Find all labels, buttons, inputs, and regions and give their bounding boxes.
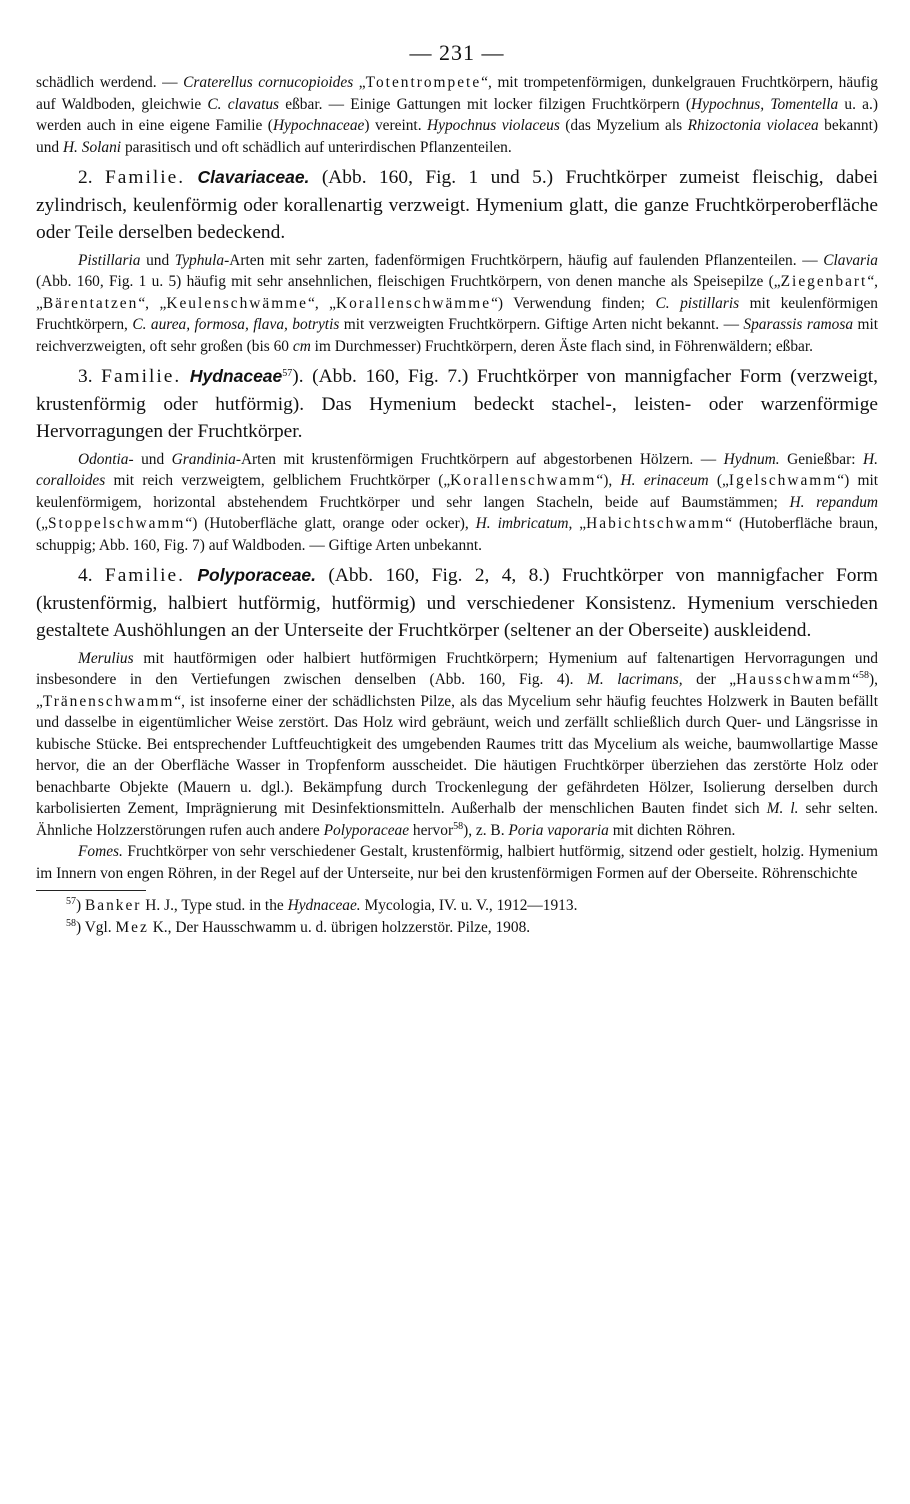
paragraph-hydnum: Odontia- und Grandinia-Arten mit krustenförmigen Fruchtkörpern auf abgestorbenen Hölzern. — Hydnum. Genießbar: H. coralloides mit reich verzweigtem, gelblichem Fruchtkörper („Korallenschwamm“), H. erinaceum („Igelschwamm“) mit keulenförmigem, horizontal abstehendem Fruchtkörper und sehr langen Stacheln, beide auf Baumstämmen; H. repandum („Stoppelschwamm“) (Hutoberfläche glatt, orange oder ocker), H. imbricatum, „Habichtschwamm“ (Hutoberfläche braun, schuppig; Abb. 160, Fig. 7) auf Waldboden. — Giftige Arten unbekannt. [36, 450, 878, 554]
family-name: Hydnaceae [189, 366, 283, 386]
footnote-ref: 57 [282, 368, 293, 379]
family-name: Clavariaceae. [197, 167, 310, 187]
family-name: Polyporaceae. [197, 565, 317, 585]
footnote-divider [36, 890, 146, 891]
paragraph-merulius: Merulius mit hautförmigen oder halbiert hutförmigen Fruchtkörpern; Hymenium auf faltenartigen Hervorragungen und insbesondere in den Vertiefungen zwischen denselben (Abb. 160, Fig. 4). M. lacrimans, der „Hausschwamm“$^{58}$), „Tränenschwamm“, ist insoferne einer der schädlichsten Pilze, als das Mycelium sehr häufig feuchtes Holzwerk in Bauten befällt und dasselbe in eigentümlicher Weise zerstört. Das Holz wird gebräunt, weich und zerfällt schließlich durch Quer- und Längsrisse in kubische Stücke. Bei entsprechender Luftfeuchtigkeit des umgebenden Raumes tritt das Mycelium als weiche, baumwollartige Masse hervor, die an der Oberfläche Wasser in Tropfenform ausscheidet. Die häutigen Fruchtkörper überziehen das zerstörte Holz oder benachbarte Objekte (Mauern u. dgl.). Bekämpfung durch Trockenlegung der gefährdeten Hölzer, Isolierung derselben durch karbolisierten Zement, Imprägnierung mit Desinfektionsmitteln. Außerhalb der menschlichen Bauten findet sich M. l. sehr selten. Ähnliche Holzzerstörungen rufen auch andere Polyporaceae hervor$^{58}$), z. B. Poria vaporaria mit dichten Röhren. [36, 649, 878, 839]
paragraph-fomes: Fomes. Fruchtkörper von sehr verschiedener Gestalt, krustenförmig, halbiert hutförmig, sitzend oder gestielt, holzig. Hymenium im Innern von engen Röhren, in der Regel auf der Unterseite, nur bei den krustenförmigen Formen auf der Oberseite. Röhrenschichte [36, 843, 878, 882]
page-number: — 231 — [409, 40, 505, 65]
family-polyporaceae-heading: 4. Familie. Polyporaceae. (Abb. 160, Fig. 2, 4, 8.) Fruchtkörper von mannigfacher Form (krustenförmig, halbiert hutförmig, hutförmig) und verschiedener Konsistenz. Hymenium verschieden gestaltete Aushöhlungen an der Unterseite der Fruchtkörper (seltener an der Oberseite) auskleidend. [36, 565, 878, 641]
paragraph-craterellus: schädlich werdend. — Craterellus cornucopioides „Totentrompete“, mit trompetenförmigen, dunkelgrauen Fruchtkörpern, häufig auf Waldboden, gleichwie C. clavatus eßbar. — Einige Gattungen mit locker filzigen Fruchtkörpern (Hypochnus, Tomentella u. a.) werden auch in eine eigene Familie (Hypochnaceae) vereint. Hypochnus violaceus (das Myzelium als Rhizoctonia violacea bekannt) und H. Solani parasitisch und oft schädlich auf unterirdischen Pflanzenteilen. [36, 74, 879, 156]
paragraph-clavaria: Pistillaria und Typhula-Arten mit sehr zarten, fadenförmigen Fruchtkörpern, häufig auf faulenden Pflanzenteilen. — Clavaria (Abb. 160, Fig. 1 u. 5) häufig mit sehr ansehnlichen, fleischigen Fruchtkörpern, von denen manche als Speisepilze („Ziegenbart“, „Bärentatzen“, „Keulenschwämme“, „Korallenschwämme“) Verwendung finden; C. pistillaris mit keulenförmigen Fruchtkörpern, C. aurea, formosa, flava, botrytis mit verzweigten Fruchtkörpern. Giftige Arten nicht bekannt. — Sparassis ramosa mit reichverzweigten, oft sehr großen (bis 60 cm im Durchmesser) Fruchtkörpern, deren Äste flach sind, in Föhrenwäldern; eßbar. [36, 251, 879, 355]
book-page [36, 40, 878, 938]
footnote-57: $^{57}$) Banker H. J., Type stud. in the Hydnaceae. Mycologia, IV. u. V., 1912—1913. [66, 896, 578, 914]
footnote-ref: 58 [859, 670, 870, 681]
family-hydnaceae-heading: 3. Familie. Hydnaceae$^{57}$). (Abb. 160, Fig. 7.) Fruchtkörper von mannigfacher Form (verzweigt, krustenförmig oder hutförmig). Das Hymenium bedeckt stachel-, leisten- oder warzenförmige Hervorragungen der Fruchtkörper. [36, 366, 879, 442]
footnote-ref: 58 [453, 820, 464, 832]
family-clavariaceae-heading: 2. Familie. Clavariaceae. (Abb. 160, Fig. 1 und 5.) Fruchtkörper zumeist fleischig, dabei zylindrisch, keulenförmig oder korallenartig verzweigt. Hymenium glatt, die ganze Fruchtkörperoberfläche oder Teile derselben bedeckend. [36, 167, 878, 243]
footnote-58: $^{58}$) Vgl. Mez K., Der Hausschwamm u. d. übrigen holzzerstör. Pilze, 1908. [66, 917, 531, 936]
